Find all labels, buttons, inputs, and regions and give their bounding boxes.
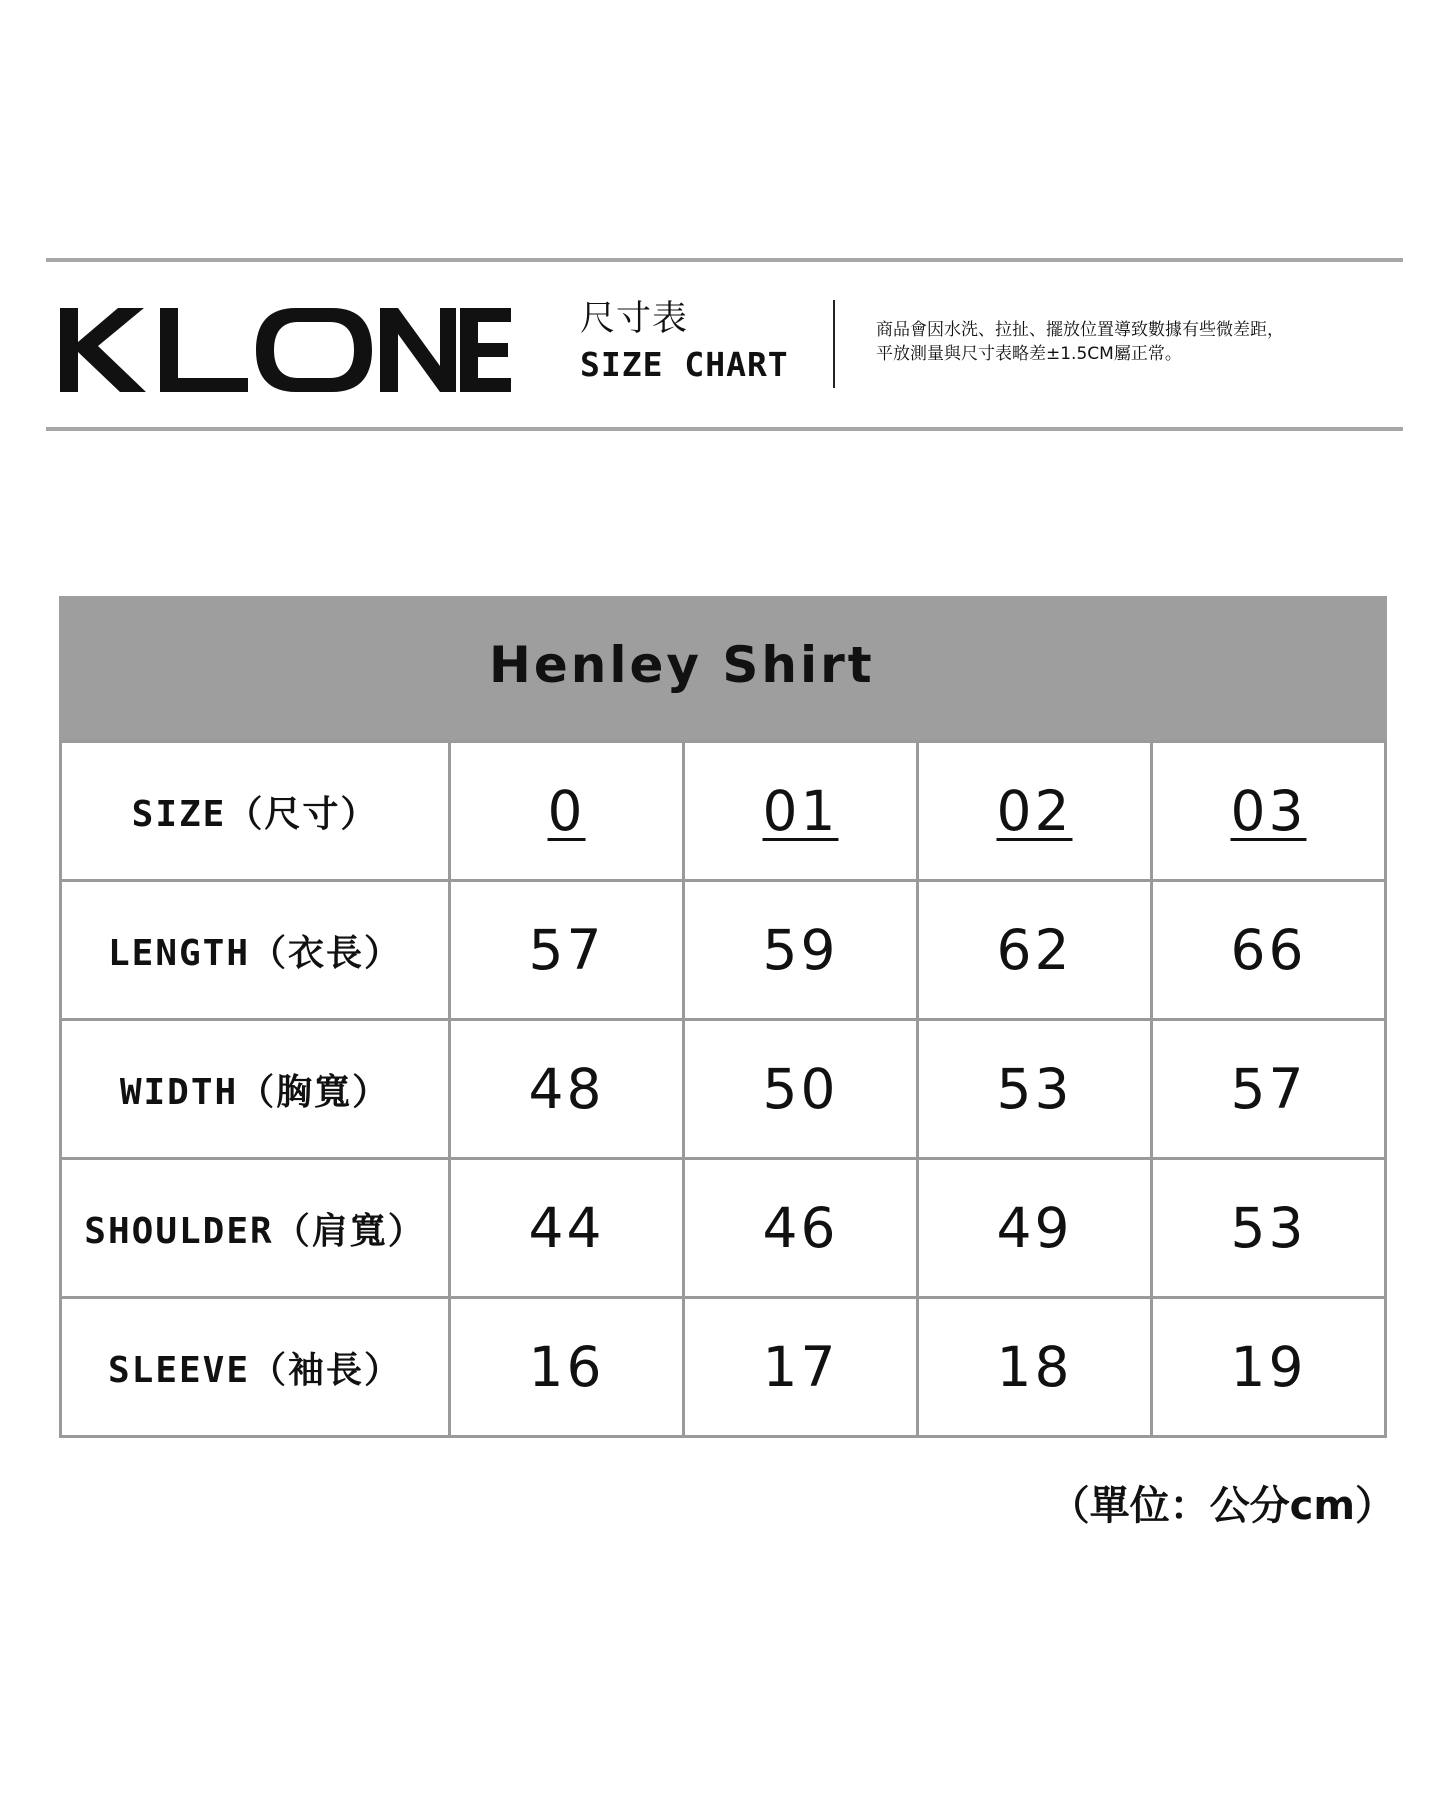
value-cell: 57 bbox=[1152, 1020, 1386, 1159]
value-cell: 44 bbox=[450, 1159, 684, 1298]
title-zh: 尺寸表 bbox=[580, 299, 689, 339]
size-cell: 0 bbox=[450, 742, 684, 881]
measurement-note bbox=[876, 318, 1284, 366]
unit-note: （單位：公分cm） bbox=[1049, 1483, 1395, 1529]
value-cell: 59 bbox=[684, 881, 918, 1020]
value-cell: 19 bbox=[1152, 1298, 1386, 1437]
size-table bbox=[59, 596, 1387, 1438]
value-cell: 53 bbox=[1152, 1159, 1386, 1298]
klone-logo bbox=[60, 302, 515, 398]
note-line-2: 平放測量與尺寸表略差±1.5CM屬正常。 bbox=[876, 344, 1182, 364]
value-cell: 46 bbox=[684, 1159, 918, 1298]
size-cell: 02 bbox=[918, 742, 1152, 881]
row-label: SLEEVE（袖長） bbox=[61, 1298, 450, 1437]
header-separator bbox=[833, 300, 835, 388]
row-label: SHOULDER（肩寬） bbox=[61, 1159, 450, 1298]
value-cell: 62 bbox=[918, 881, 1152, 1020]
note-line-1: 商品會因水洗、拉扯、擺放位置導致數據有些微差距， bbox=[876, 320, 1284, 340]
value-cell: 17 bbox=[684, 1298, 918, 1437]
size-chart-title bbox=[580, 298, 789, 386]
row-label: WIDTH（胸寬） bbox=[61, 1020, 450, 1159]
value-cell: 53 bbox=[918, 1020, 1152, 1159]
size-grid bbox=[59, 740, 1387, 1438]
top-divider bbox=[46, 258, 1403, 262]
value-cell: 48 bbox=[450, 1020, 684, 1159]
table-row-size bbox=[61, 742, 1386, 881]
value-cell: 66 bbox=[1152, 881, 1386, 1020]
value-cell: 50 bbox=[684, 1020, 918, 1159]
table-row-width bbox=[61, 1020, 1386, 1159]
row-label: LENGTH（衣長） bbox=[61, 881, 450, 1020]
value-cell: 49 bbox=[918, 1159, 1152, 1298]
value-cell: 18 bbox=[918, 1298, 1152, 1437]
value-cell: 16 bbox=[450, 1298, 684, 1437]
size-cell: 03 bbox=[1152, 742, 1386, 881]
size-cell: 01 bbox=[684, 742, 918, 881]
title-en: SIZE CHART bbox=[580, 345, 789, 384]
table-row-sleeve bbox=[61, 1298, 1386, 1437]
row-label: SIZE（尺寸） bbox=[61, 742, 450, 881]
table-row-shoulder bbox=[61, 1159, 1386, 1298]
table-header-bar bbox=[59, 596, 1387, 740]
value-cell: 57 bbox=[450, 881, 684, 1020]
bottom-divider bbox=[46, 427, 1403, 431]
table-row-length bbox=[61, 881, 1386, 1020]
product-title: Henley Shirt bbox=[489, 636, 875, 694]
